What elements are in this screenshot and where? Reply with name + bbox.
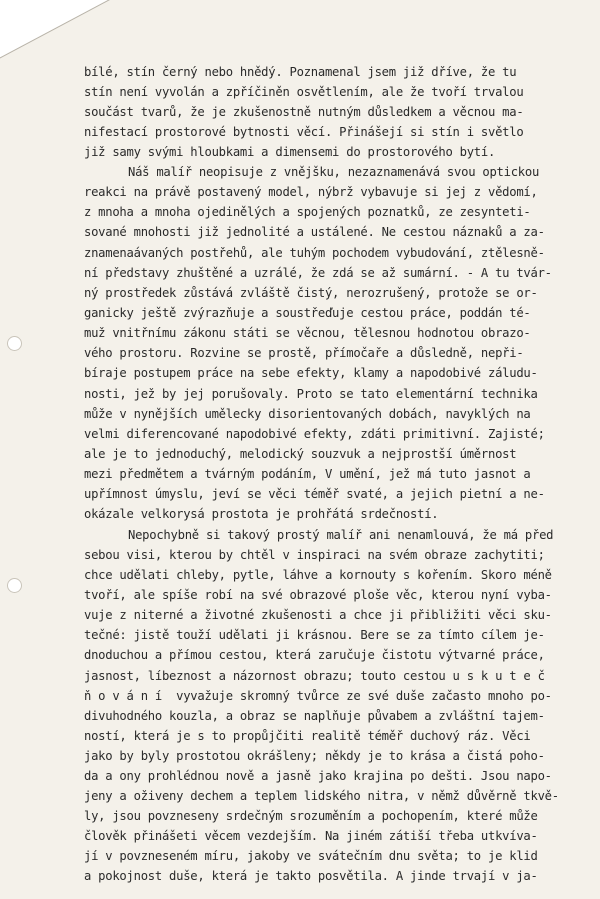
text-line: jako by byly prostotou okrášleny; někdy je to krása a čistá poho- [84,749,545,763]
text-line: dnoduchou a přímou cestou, která zaručuje čistotu výtvarné práce, [84,648,545,662]
text-line: tvoří, ale spíše robí na své obrazové ploše věc, kterou nyní vyba- [84,588,552,602]
text-line: vého prostoru. Rozvine se prostě, přímočaře a důsledně, nepři- [84,346,524,360]
text-line: nosti, jež by jej porušovaly. Proto se tato elementární technika [84,387,538,401]
text-line: mezi předmětem a tvárným podáním, V umění, jež má tuto jasnot a [84,467,531,481]
text-line: a pokojnost duše, která je takto posvětila. A jinde trvají v ja- [84,869,538,883]
paragraph-start-line: Náš malíř neopisuje z vnějšku, nezaznamenává svou optickou [128,165,540,179]
text-line: již samy svými hloubkami a dimensemi do prostorového bytí. [84,145,496,159]
text-line: vuje z niterné a životné zkušenosti a chce ji přibližiti věci sku- [84,608,552,622]
text-line: ností, která je s to propůjčiti realitě téměř duchový ráz. Věci [84,729,531,743]
text-line: nifestací prostorové bytnosti věcí. Přinášejí si stín i světlo [84,125,524,139]
text-line: sované mnohosti již jednolité a ustálené. Ne cestou náznaků a za- [84,225,545,239]
text-line: ň o v á n í vyvažuje skromný tvůrce ze své duše začasto mnoho po- [84,689,552,703]
text-line: da a ony prohlédnou nově a jasně jako krajina po dešti. Jsou napo- [84,769,552,783]
text-line: součást tvarů, že je zkušenostně nutným důsledkem a věcnou ma- [84,105,524,119]
text-line: okázale velkorysá prostota je prohřátá srdečností. [84,507,439,521]
text-line: chce udělati chleby, pytle, láhve a kornouty s kořením. Skoro méně [84,568,552,582]
text-line: tečné: jistě touží udělati ji krásnou. Bere se za tímto cílem je- [84,628,545,642]
text-line: divuhodného kouzla, a obraz se naplňuje půvabem a zvláštní tajem- [84,709,545,723]
text-line: znamenaávaných postřehů, ale tuhým pochodem vybudování, ztělesně- [84,246,545,260]
text-line: může v nynějších umělecky disorientovaných dobách, navyklých na [84,407,531,421]
text-line: ný prostředek zůstává zvláště čistý, nerozrušený, protože se or- [84,286,538,300]
text-line: upřímnost úmyslu, jeví se věci téměř svaté, a jejich pietní a ne- [84,487,545,501]
text-line: velmi diferencované napodobivé efekty, zdáti primitivní. Zajisté; [84,427,545,441]
text-line: ganicky ještě zvýrazňuje a soustřeďuje cestou práce, poddán té- [84,306,531,320]
text-line: reakci na právě postavený model, nýbrž vybavuje si jej z vědomí, [84,185,538,199]
text-line: stín není vyvolán a zpříčiněn osvětlením, ale že tvoří trvalou [84,85,524,99]
text-line: ale je to jednoduchý, melodický souzvuk a nejprostší úměrnost [84,447,517,461]
text-line: jasnost, líbeznost a názornost obrazu; touto cestou u s k u t e č [84,669,545,683]
paragraph-start-line: Nepochybně si takový prostý malíř ani nenamlouvá, že má před [128,528,554,542]
text-line: sebou visi, kterou by chtěl v inspiraci na svém obraze zachytiti; [84,548,545,562]
text-line: muž vnitřnímu zákonu státi se věcnou, tělesnou hodnotou obrazo- [84,326,531,340]
text-line: ní představy zhuštěné a uzrálé, že zdá se až sumární. - A tu tvár- [84,266,552,280]
text-line: bílé, stín černý nebo hnědý. Poznamenal jsem již dříve, že tu [84,65,517,79]
text-line: ly, jsou povzneseny srdečným srozuměním a pochopením, které může [84,809,538,823]
text-line: člověk přinášeti věcem vezdejším. Na jiném zátiší třeba utkvíva- [84,829,538,843]
text-line: z mnoha a mnoha ojedinělých a spojených poznatků, ze zesynteti- [84,205,531,219]
text-line: jeny a oživeny dechem a teplem lidského nitra, v němž důvěrně tkvě- [84,789,559,803]
text-line: jí v povzneseném míru, jakoby ve svátečním dnu světa; to je klid [84,849,538,863]
text-line: bíraje postupem práce na sebe efekty, klamy a napodobivé záludu- [84,366,538,380]
